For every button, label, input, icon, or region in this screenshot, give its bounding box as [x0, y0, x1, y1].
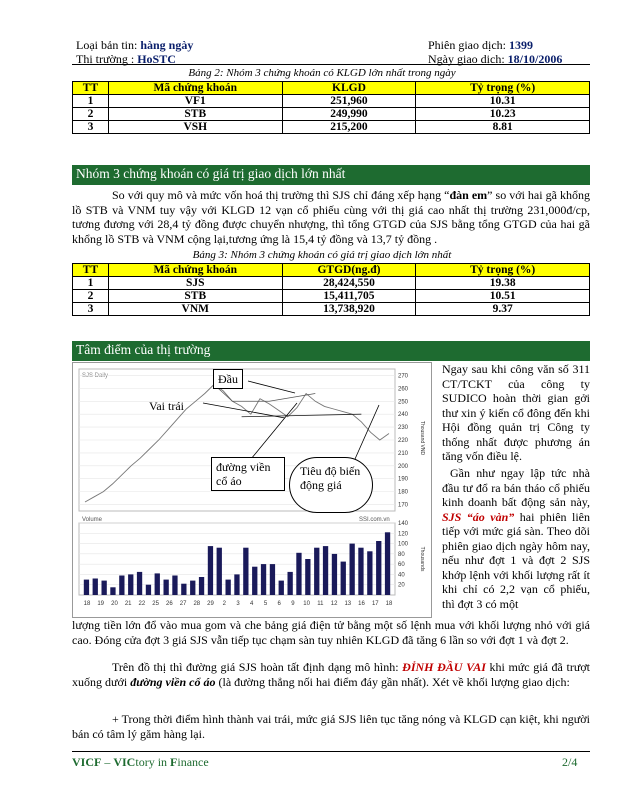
- table-cell: 8.81: [416, 121, 590, 134]
- market-label: Thị trường :: [76, 52, 135, 66]
- volume-bar: [84, 580, 89, 595]
- table-cell: 3: [73, 121, 109, 134]
- volume-bar: [270, 564, 275, 595]
- table-row: [73, 277, 590, 290]
- volume-axis-unit: Thousands: [419, 546, 425, 572]
- table-cell: 10.23: [416, 108, 590, 121]
- table-cell: 1: [73, 95, 109, 108]
- price-tick-label: 240: [398, 412, 409, 419]
- table2-header-cell: TT: [73, 82, 109, 95]
- brand-text: tory in: [135, 755, 171, 769]
- volume-bar: [102, 581, 107, 595]
- news-type-label: Loại bản tin:: [76, 38, 138, 52]
- brand-text: inance: [177, 755, 209, 769]
- table-cell: 249,990: [282, 108, 416, 121]
- section-underline: [72, 359, 590, 361]
- table-cell: 10.51: [416, 290, 590, 303]
- volume-bar: [376, 541, 381, 595]
- text-run: khi mức giá đã trượt xuống dưới: [72, 660, 591, 689]
- volume-bar: [146, 585, 151, 595]
- text-run: ” so với hai gã khổng lồ STB và VNM tuy vậy với KLGD 12 vạn cổ phiếu cùng với thị giá cao nhất thị trường 231,000đ/cp, tương đương với 28,4 tỷ đồng được chuyển nhượng, thì tổng GTGD của SJS bằng tổng GTGD của hai gã khổng lồ STB và VNM cộng lại,tương ứng là 15,4 tỷ đồng và 13,7 tỷ đồng .: [72, 188, 590, 246]
- volume-bar: [314, 548, 319, 595]
- table-cell: SJS: [108, 277, 282, 290]
- volume-bar: [279, 581, 284, 595]
- page-number: 2/4: [562, 755, 578, 769]
- section-title-focus: Tâm điểm của thị trường: [72, 341, 590, 359]
- x-tick-label: 6: [277, 601, 281, 607]
- text-run-highlight: SJS “áo vàn”: [442, 509, 515, 524]
- text-run-bold: đàn em: [449, 188, 488, 202]
- table-row: [73, 303, 590, 316]
- table-row: [73, 290, 590, 303]
- volume-bar: [323, 546, 328, 595]
- pattern-paragraph: [72, 660, 590, 689]
- text-run: (là đường thẳng nối hai điểm đáy gần nhất). Xét về khối lượng giao dịch:: [215, 674, 570, 689]
- volume-tick-label: 100: [398, 541, 409, 548]
- header-divider: [72, 64, 590, 65]
- volume-bar: [110, 587, 115, 595]
- x-tick-label: 25: [152, 601, 159, 607]
- text-run: So với quy mô và mức vốn hoá thị trường thì SJS chỉ đáng xếp hạng “: [112, 188, 450, 202]
- table-cell: STB: [108, 290, 282, 303]
- news-type-value: hàng ngày: [140, 38, 194, 52]
- x-tick-label: 19: [97, 601, 105, 607]
- x-tick-label: 17: [371, 601, 379, 607]
- price-tick-label: 270: [398, 373, 409, 380]
- table-cell: 13,738,920: [282, 303, 416, 316]
- table-cell: 19.38: [416, 277, 590, 290]
- table-cell: 9.37: [416, 303, 590, 316]
- price-tick-label: 180: [398, 489, 409, 496]
- volume-bar: [243, 548, 248, 595]
- callout-head: Đầu: [213, 369, 243, 389]
- volume-bar: [208, 546, 213, 595]
- table-cell: 10.31: [416, 95, 590, 108]
- date-value: 18/10/2006: [507, 52, 563, 66]
- volume-bar: [172, 576, 177, 596]
- table3-header-cell: Tỷ trọng (%): [416, 264, 590, 277]
- table-cell: 2: [73, 108, 109, 121]
- table2: [72, 81, 590, 134]
- x-tick-label: 13: [344, 601, 352, 607]
- market-value: HoSTC: [137, 52, 176, 66]
- volume-bar: [181, 584, 186, 595]
- brand-text: VICF: [72, 755, 102, 769]
- price-tick-label: 230: [398, 425, 409, 432]
- text-run: Trên đồ thị thì đường giá SJS hoàn tất định dạng mô hình:: [112, 660, 403, 674]
- volume-bar: [155, 573, 160, 595]
- volume-bar: [367, 551, 372, 595]
- volume-bar: [288, 572, 293, 595]
- table-cell: STB: [108, 108, 282, 121]
- text-run: Gần như ngay lập tức nhà đầu tư đổ ra bán tháo cổ phiếu kinh doanh bất động sản này,: [442, 466, 590, 509]
- section-title-top-value: Nhóm 3 chứng khoán có giá trị giao dịch lớn nhất: [72, 165, 590, 183]
- side-paragraph-2: [442, 466, 590, 611]
- brand-text: F: [170, 755, 178, 769]
- sjs-chart: [72, 362, 432, 618]
- continuation-paragraph: lượng tiền lớn đổ vào mua gom và che bảng giá điện tử bằng một số lệnh mua với khối lượng nhỏ với giá cao. Đóng cửa đợt 3 giá SJS vẫn tiếp tục chạm sàn tuy nhiên KLGD đã tăng 6 lần so với đợt 1 và đợt 2.: [72, 618, 590, 647]
- price-tick-label: 200: [398, 463, 409, 470]
- x-tick-label: 9: [291, 601, 295, 607]
- session-label: Phiên giao dịch:: [428, 38, 506, 52]
- table3-header-row: [73, 264, 590, 277]
- table3: [72, 263, 590, 316]
- price-tick-label: 170: [398, 502, 409, 509]
- table-cell: VF1: [108, 95, 282, 108]
- x-tick-label: 27: [179, 601, 187, 607]
- table-cell: 215,200: [282, 121, 416, 134]
- table3-header-cell: Mã chứng khoán: [108, 264, 282, 277]
- volume-tick-label: 80: [398, 551, 405, 558]
- volume-bar: [261, 564, 266, 595]
- table-row: [73, 108, 590, 121]
- table-cell: VNM: [108, 303, 282, 316]
- table-cell: 251,960: [282, 95, 416, 108]
- price-tick-label: 210: [398, 450, 409, 457]
- volume-bar: [234, 574, 239, 595]
- footer-divider: [72, 751, 590, 752]
- source-label: SSI.com.vn: [359, 517, 390, 523]
- volume-bar: [350, 544, 355, 595]
- volume-tick-label: 20: [398, 582, 405, 589]
- callout-price-speed: Tiêu độ biến động giá: [289, 457, 373, 513]
- callout-neckline: đường viền cổ áo: [211, 457, 285, 491]
- volume-bar: [332, 554, 337, 595]
- x-tick-label: 18: [83, 601, 91, 607]
- x-tick-label: 26: [166, 601, 173, 607]
- table-cell: 28,424,550: [282, 277, 416, 290]
- price-panel-label: SJS Daily: [82, 373, 109, 379]
- x-tick-label: 21: [124, 601, 132, 607]
- table-cell: 2: [73, 290, 109, 303]
- x-tick-label: 11: [317, 601, 324, 607]
- table3-caption: Bảng 3: Nhóm 3 chứng khoán có giá trị giao dịch lớn nhất: [192, 249, 452, 261]
- x-tick-label: 29: [207, 601, 214, 607]
- table2-caption: Bảng 2: Nhóm 3 chứng khoán có KLGD lớn nhất trong ngày: [188, 67, 456, 79]
- x-tick-label: 16: [358, 601, 365, 607]
- x-tick-label: 4: [250, 601, 254, 607]
- table-cell: 3: [73, 303, 109, 316]
- volume-bar: [164, 580, 169, 595]
- table-cell: 1: [73, 277, 109, 290]
- x-tick-label: 28: [193, 601, 201, 607]
- volume-tick-label: 140: [398, 521, 409, 527]
- volume-tick-label: 60: [398, 562, 405, 569]
- table2-header-cell: Mã chứng khoán: [108, 82, 282, 95]
- section1-paragraph: [72, 188, 590, 246]
- price-axis-unit: Thousand VND: [419, 420, 425, 456]
- table3-header-cell: GTGD(ng.đ): [282, 264, 416, 277]
- section-underline: [72, 183, 590, 185]
- price-tick-label: 190: [398, 476, 409, 483]
- table2-header-cell: KLGD: [282, 82, 416, 95]
- volume-bar: [341, 562, 346, 595]
- text-run: hai phiên liên tiếp với mức giá sàn. Theo dõi phiên giao dịch ngày hôm nay, nếu như đợt 1 và đợt 2 SJS khớp lệnh với khối lượng rất ít khi chỉ có 2,2 vạn cổ phiếu, thì đợt 3 có một: [442, 509, 590, 611]
- x-tick-label: 3: [236, 601, 240, 607]
- x-tick-label: 22: [138, 601, 146, 607]
- volume-bar: [296, 553, 301, 595]
- table-row: [73, 95, 590, 108]
- volume-bar: [93, 579, 98, 596]
- table-cell: 15,411,705: [282, 290, 416, 303]
- date-label: Ngày giao dịch:: [428, 52, 505, 66]
- side-paragraph-1: [442, 362, 590, 464]
- price-tick-label: 260: [398, 386, 409, 393]
- volume-bar: [128, 574, 133, 595]
- volume-bar: [358, 548, 363, 595]
- volume-tick-label: 40: [398, 572, 405, 579]
- price-tick-label: 220: [398, 438, 409, 444]
- session-value: 1399: [509, 38, 533, 52]
- volume-bar: [252, 567, 257, 595]
- volume-panel-label: Volume: [82, 517, 103, 523]
- x-tick-label: 20: [111, 601, 118, 607]
- volume-bar: [305, 559, 310, 595]
- x-tick-label: 2: [222, 601, 226, 607]
- x-tick-label: 5: [263, 601, 268, 607]
- text-run: Ngay sau khi công văn số 311 CT/TCKT của công ty SUDICO hoàn thời gian gởi thư xin ý kiến cổ đông đến khi Hội đồng quản trị Công ty thống nhất được phương án tăng vốn điều lệ.: [442, 362, 590, 463]
- price-tick-label: 250: [398, 399, 409, 406]
- volume-tick-label: 120: [398, 531, 409, 538]
- text-run-bold-italic: đường viền cổ áo: [130, 674, 216, 689]
- brand-text: –: [101, 755, 114, 769]
- table-cell: VSH: [108, 121, 282, 134]
- footer-brand: [72, 755, 209, 770]
- table2-header-cell: Tỷ trọng (%): [416, 82, 590, 95]
- volume-bar: [137, 572, 142, 595]
- x-tick-label: 10: [303, 601, 310, 607]
- volume-bar: [199, 577, 204, 595]
- callout-left-shoulder: Vai trái: [149, 399, 184, 413]
- volume-bar: [190, 581, 195, 595]
- text-run-highlight: ĐỈNH ĐẦU VAI: [402, 660, 486, 674]
- x-tick-label: 12: [330, 601, 338, 607]
- x-tick-label: 18: [385, 601, 393, 607]
- table2-header-row: [73, 82, 590, 95]
- volume-bar: [226, 580, 231, 595]
- table-row: [73, 121, 590, 134]
- table3-header-cell: TT: [73, 264, 109, 277]
- volume-bar: [217, 548, 222, 595]
- volume-bar: [385, 532, 390, 595]
- volume-bar: [119, 576, 124, 596]
- volume-paragraph: + Trong thời điểm hình thành vai trái, mức giá SJS liên tục tăng nóng và KLGD cạn kiệt, khi người bán có tâm lý găm hàng lại.: [72, 712, 590, 741]
- brand-text: VIC: [113, 755, 136, 769]
